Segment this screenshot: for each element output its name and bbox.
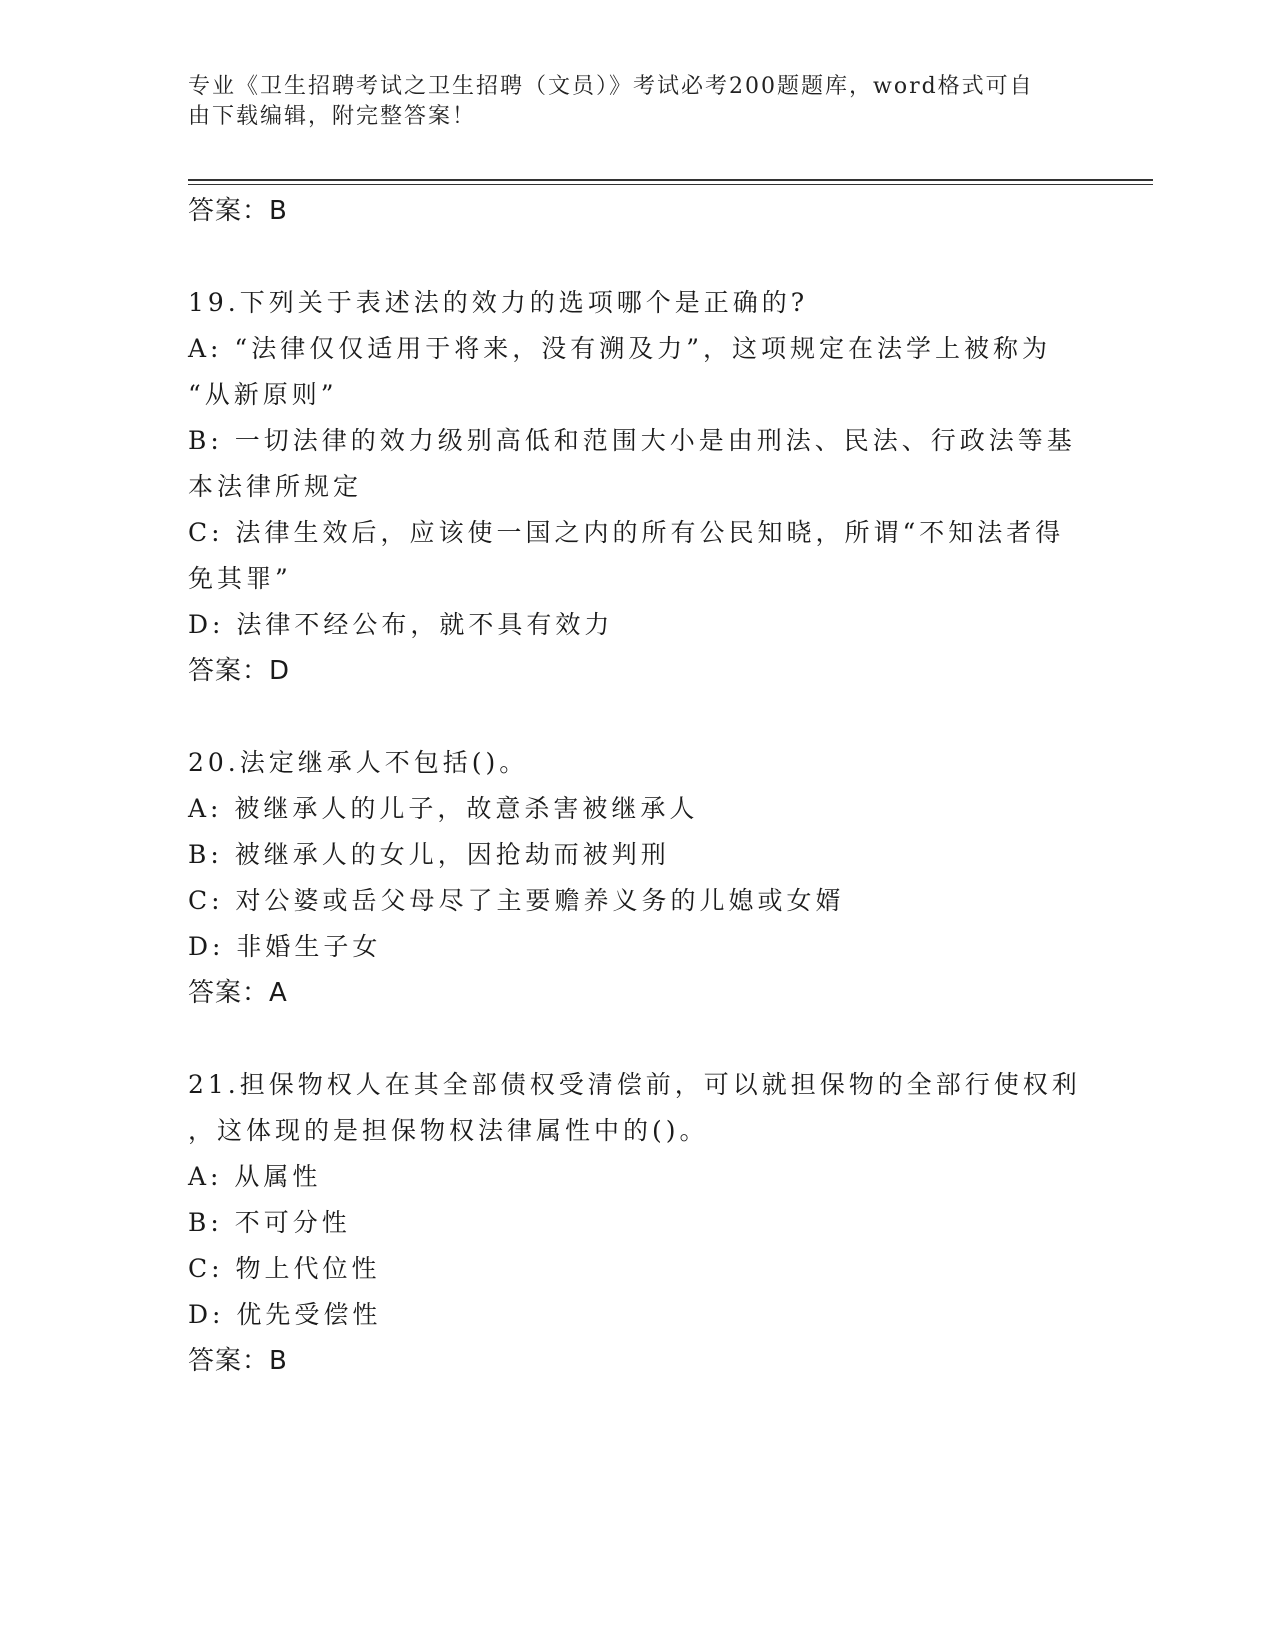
option-c-continued: 免其罪” bbox=[188, 564, 292, 593]
option-c: C: 法律生效后，应该使一国之内的所有公民知晓，所谓“不知法者得 bbox=[188, 518, 1065, 547]
option-b: B: 一切法律的效力级别高低和范围大小是由刑法、民法、行政法等基 bbox=[188, 426, 1076, 455]
question-20 bbox=[188, 740, 1088, 1016]
option-a: A: 从属性 bbox=[188, 1162, 322, 1191]
previous-answer: 答案：B bbox=[188, 196, 288, 226]
question-stem: 19.下列关于表述法的效力的选项哪个是正确的? bbox=[188, 288, 809, 317]
question-21 bbox=[188, 1062, 1088, 1384]
header-rule-thick bbox=[188, 179, 1153, 181]
header-line-1: 专业《卫生招聘考试之卫生招聘（文员）》考试必考200题题库，word格式可自 bbox=[188, 74, 1034, 99]
spacer bbox=[188, 694, 1088, 740]
spacer bbox=[188, 1016, 1088, 1062]
option-a-continued: “从新原则” bbox=[188, 380, 338, 409]
option-c: C: 对公婆或岳父母尽了主要赡养义务的儿媳或女婿 bbox=[188, 886, 845, 915]
option-a: A: “法律仅仅适用于将来，没有溯及力”，这项规定在法学上被称为 bbox=[188, 334, 1051, 363]
question-19 bbox=[188, 280, 1088, 694]
option-b: B: 不可分性 bbox=[188, 1208, 351, 1237]
question-stem: 20.法定继承人不包括()。 bbox=[188, 748, 529, 777]
option-d: D: 非婚生子女 bbox=[188, 932, 382, 961]
option-d: D: 优先受偿性 bbox=[188, 1300, 382, 1329]
header-line-2: 由下载编辑，附完整答案！ bbox=[188, 104, 477, 129]
question-stem-continued: ，这体现的是担保物权法律属性中的()。 bbox=[188, 1116, 709, 1145]
option-b-continued: 本法律所规定 bbox=[188, 472, 363, 501]
answer: 答案：B bbox=[188, 1346, 288, 1376]
answer: 答案：D bbox=[188, 656, 291, 686]
question-list bbox=[188, 188, 1088, 1384]
question-stem: 21.担保物权人在其全部债权受清偿前，可以就担保物的全部行使权利 bbox=[188, 1070, 1081, 1099]
spacer bbox=[188, 234, 1088, 280]
answer: 答案：A bbox=[188, 978, 288, 1008]
option-a: A: 被继承人的儿子，故意杀害被继承人 bbox=[188, 794, 699, 823]
option-c: C: 物上代位性 bbox=[188, 1254, 381, 1283]
header-rule-thin bbox=[188, 184, 1153, 185]
option-b: B: 被继承人的女儿，因抢劫而被判刑 bbox=[188, 840, 670, 869]
option-d: D: 法律不经公布，就不具有效力 bbox=[188, 610, 614, 639]
document-header bbox=[188, 72, 1068, 132]
